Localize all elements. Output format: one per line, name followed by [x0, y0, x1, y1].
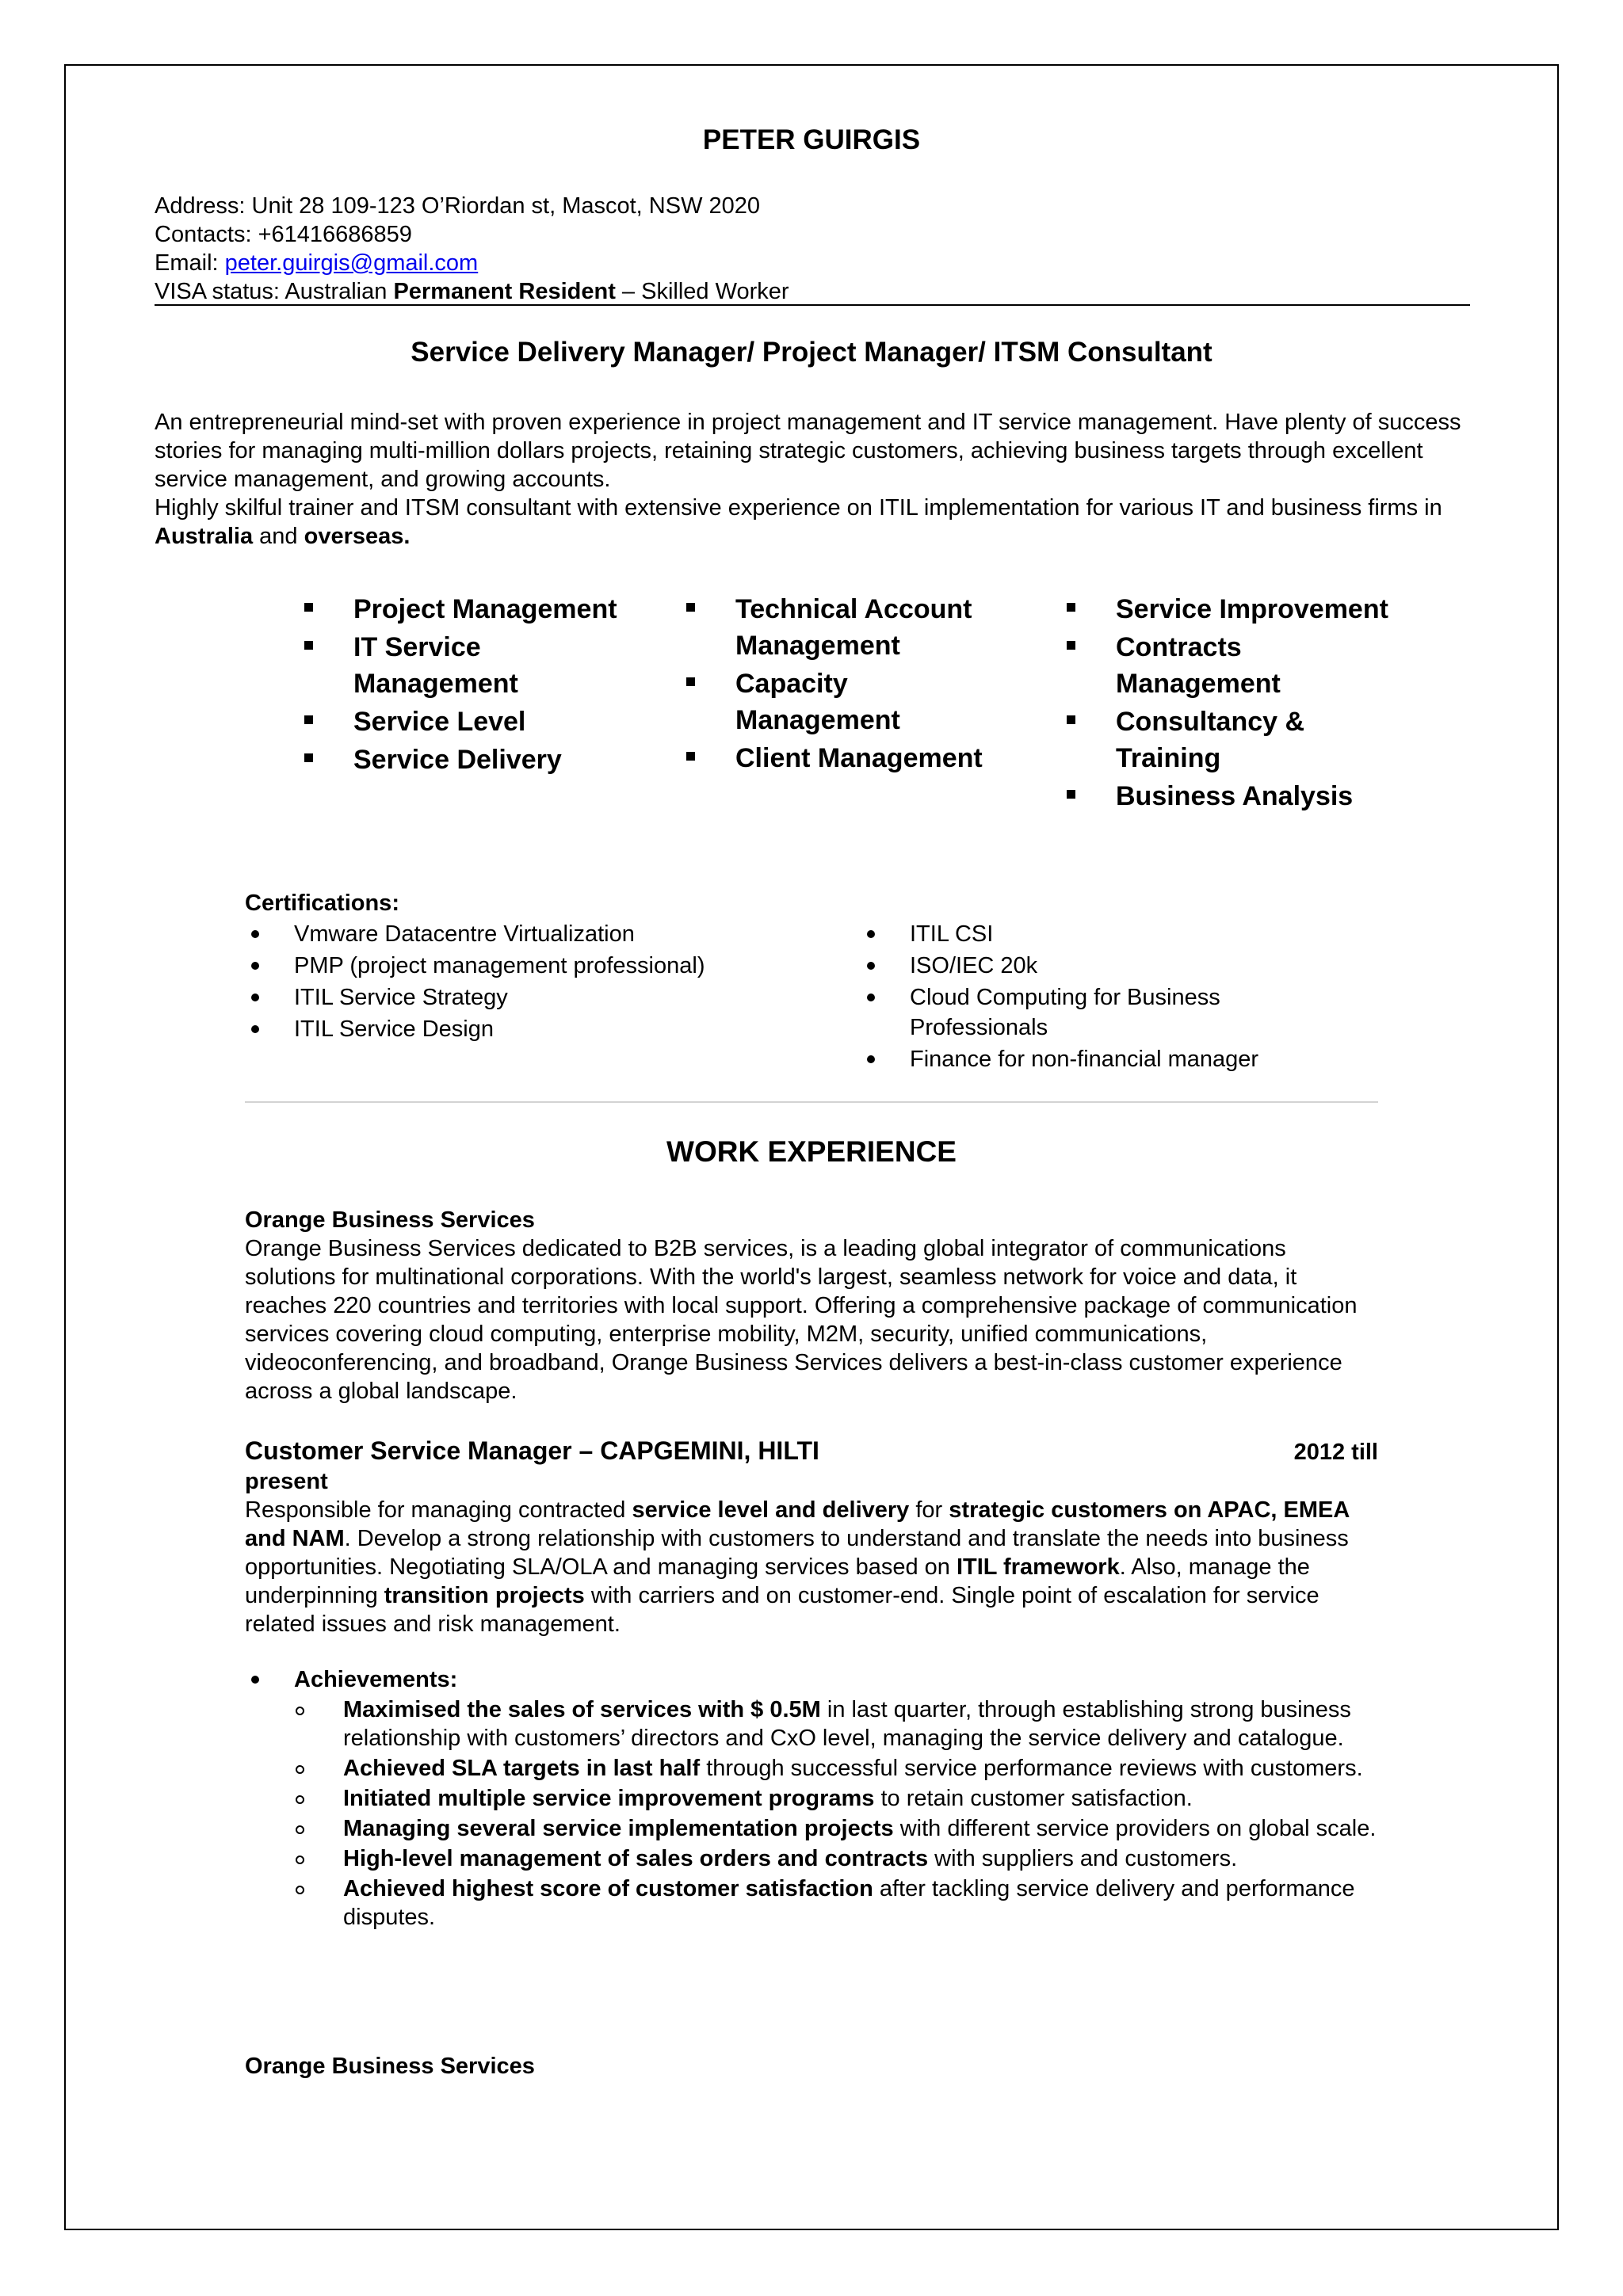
- summary: [155, 408, 1470, 551]
- circle-bullet-icon: [296, 1795, 304, 1804]
- square-bullet-icon: [1067, 603, 1075, 612]
- job-desc-part: for: [909, 1497, 949, 1523]
- skills-column-1: [304, 591, 637, 780]
- achievement-text: in last quarter, through establishing strong business relationship with customers’ directors and CxO level, managing the service delivery and catalogue.: [343, 1697, 1351, 1751]
- bullet-icon: [251, 994, 259, 1001]
- job-desc-part: with carriers and on customer-end. Single point of escalation for service related issues and risk management.: [245, 1583, 1319, 1637]
- bullet-icon: [251, 962, 259, 970]
- skill-label: Client Management: [735, 743, 983, 773]
- certification-label: ISO/IEC 20k: [910, 953, 1038, 978]
- summary-p2-bold-australia: Australia: [155, 524, 254, 549]
- skill-item: [686, 666, 1019, 738]
- skill-label: Project Management: [353, 594, 617, 624]
- skill-item: [686, 591, 1019, 664]
- square-bullet-icon: [686, 752, 695, 761]
- section-divider: [245, 1101, 1378, 1103]
- achievement-item: [294, 1814, 1378, 1843]
- square-bullet-icon: [1067, 715, 1075, 724]
- company-name: Orange Business Services: [245, 1207, 535, 1233]
- bullet-icon: [867, 930, 875, 938]
- bullet-icon: [251, 1025, 259, 1033]
- bullet-icon: [251, 930, 259, 938]
- achievements-list: [294, 1695, 1378, 1933]
- certifications-column-2: [861, 919, 1304, 1076]
- skill-item: [1067, 778, 1400, 814]
- certification-label: ITIL Service Design: [294, 1016, 494, 1042]
- certifications-column-1: [245, 919, 831, 1046]
- visa-rest: – Skilled Worker: [615, 279, 789, 304]
- skill-label: Service Level: [353, 707, 526, 737]
- skill-item: [304, 704, 637, 740]
- company-description: [245, 1234, 1378, 1405]
- bullet-icon: [867, 962, 875, 970]
- address-value: Unit 28 109-123 O’Riordan st, Mascot, NSW 2020: [251, 193, 761, 219]
- visa-status-bold: Permanent Resident: [393, 279, 616, 304]
- achievement-text: after tackling service delivery and performance disputes.: [343, 1876, 1355, 1930]
- job-desc-part: Responsible for managing contracted: [245, 1497, 632, 1523]
- email-line: [155, 249, 1470, 277]
- address-label: Address:: [155, 193, 252, 219]
- certification-label: Vmware Datacentre Virtualization: [294, 921, 635, 947]
- job-desc-bold: ITIL framework: [956, 1554, 1120, 1580]
- skill-label: Service Delivery: [353, 745, 562, 775]
- summary-p2-start: Highly skilful trainer and ITSM consultant with extensive experience on ITIL implementation for various IT and business firms in: [155, 495, 1442, 521]
- certification-label: Cloud Computing for Business Professionals: [910, 985, 1220, 1040]
- contacts-line: [155, 220, 1470, 249]
- achievement-bold: Achieved highest score of customer satisfaction: [343, 1876, 873, 1901]
- job-title: [245, 1436, 1378, 1466]
- job-desc-bold: strategic customers on APAC, EMEA and NAM: [245, 1497, 1350, 1551]
- achievement-bold: Maximised the sales of services with $ 0.5M: [343, 1697, 821, 1722]
- achievement-item: [294, 1754, 1378, 1783]
- visa-label: VISA status: Australian: [155, 279, 394, 304]
- square-bullet-icon: [304, 753, 313, 762]
- bullet-icon: [251, 1676, 259, 1684]
- contacts-label: Contacts:: [155, 222, 258, 247]
- achievements-title: Achievements:: [294, 1667, 458, 1692]
- skill-item: [304, 629, 637, 702]
- email-link[interactable]: peter.guirgis@gmail.com: [224, 250, 479, 276]
- square-bullet-icon: [304, 641, 313, 650]
- company-description-text: Orange Business Services dedicated to B2B services, is a leading global integrator of communications solutions for multinational corporations. With the world's largest, seamless network for voice and data, it reaches 220 countries and territories with local support. Offering a comprehensive package of communication services covering cloud computing, enterprise mobility, M2M, security, unified communications, videoconferencing, and broadband, Orange Business Services delivers a best-in-class customer experience across a global landscape.: [245, 1236, 1358, 1404]
- certification-item: [861, 1044, 1304, 1074]
- certification-item: [245, 982, 831, 1013]
- job-desc-bold: service level and delivery: [632, 1497, 910, 1523]
- job-description-text: [245, 1496, 1378, 1638]
- summary-p2-bold-overseas: overseas.: [304, 524, 411, 549]
- skill-label: Consultancy & Training: [1116, 707, 1305, 773]
- skill-item: [1067, 704, 1400, 776]
- skill-label: Contracts Management: [1116, 632, 1281, 699]
- square-bullet-icon: [686, 677, 695, 686]
- job-desc-part: . Develop a strong relationship with customers to understand and translate the needs into business opportunities. Negotiating SLA/OLA and managing services based on: [245, 1526, 1349, 1580]
- skill-label: IT Service Management: [353, 632, 518, 699]
- square-bullet-icon: [686, 603, 695, 612]
- achievement-item: [294, 1875, 1378, 1932]
- circle-bullet-icon: [296, 1707, 304, 1715]
- company-name-2: Orange Business Services: [245, 2054, 535, 2079]
- skill-item: [304, 742, 637, 778]
- skill-item: [1067, 591, 1400, 627]
- certification-label: Finance for non-financial manager: [910, 1047, 1259, 1072]
- certification-item: [861, 982, 1304, 1043]
- achievement-text: to retain customer satisfaction.: [874, 1786, 1193, 1811]
- circle-bullet-icon: [296, 1855, 304, 1864]
- job-date: 2012 till: [1293, 1440, 1378, 1465]
- certification-item: [245, 951, 831, 981]
- achievement-bold: High-level management of sales orders and contracts: [343, 1846, 929, 1871]
- summary-paragraph-2: [155, 494, 1470, 551]
- candidate-name: PETER GUIRGIS: [702, 124, 921, 155]
- bullet-icon: [867, 1055, 875, 1063]
- skills-column-2: [686, 591, 1019, 778]
- skill-item: [686, 740, 1019, 776]
- achievement-bold: Achieved SLA targets in last half: [343, 1756, 701, 1781]
- contacts-value: +61416686859: [258, 222, 412, 247]
- circle-bullet-icon: [296, 1765, 304, 1774]
- skill-label: Business Analysis: [1116, 781, 1354, 811]
- circle-bullet-icon: [296, 1886, 304, 1894]
- address-line: [155, 192, 1470, 220]
- job-title-text: Customer Service Manager – CAPGEMINI, HILTI: [245, 1436, 819, 1465]
- achievement-text: with different service providers on global scale.: [893, 1816, 1377, 1841]
- achievement-text: through successful service performance reviews with customers.: [700, 1756, 1363, 1781]
- skill-label: Technical Account Management: [735, 594, 972, 661]
- achievement-item: [294, 1784, 1378, 1813]
- skill-item: [304, 591, 637, 627]
- email-label: Email:: [155, 250, 225, 276]
- skill-label: Service Improvement: [1116, 594, 1388, 624]
- square-bullet-icon: [1067, 790, 1075, 799]
- achievement-item: [294, 1695, 1378, 1753]
- achievement-item: [294, 1844, 1378, 1873]
- job-date-continued: present: [245, 1469, 328, 1494]
- skill-item: [1067, 629, 1400, 702]
- certification-label: ITIL CSI: [910, 921, 994, 947]
- square-bullet-icon: [1067, 641, 1075, 650]
- bullet-icon: [867, 994, 875, 1001]
- certification-label: ITIL Service Strategy: [294, 985, 508, 1010]
- job-desc-bold: transition projects: [384, 1583, 585, 1608]
- work-experience-title: WORK EXPERIENCE: [666, 1135, 957, 1168]
- square-bullet-icon: [304, 715, 313, 724]
- certification-item: [861, 919, 1304, 949]
- summary-paragraph-1: An entrepreneurial mind-set with proven experience in project management and IT service management. Have plenty of success stories for managing multi-million dollars projects, retaining strategic customers, achieving business targets through excellent service management, and growing accounts.: [155, 410, 1461, 492]
- certification-item: [245, 1014, 831, 1044]
- certifications-title: Certifications:: [245, 891, 399, 916]
- summary-p2-mid: and: [253, 524, 304, 549]
- visa-line: [155, 277, 1470, 306]
- job-description: [245, 1496, 1378, 1638]
- certification-item: [861, 951, 1304, 981]
- achievement-bold: Initiated multiple service improvement programs: [343, 1786, 875, 1811]
- square-bullet-icon: [304, 603, 313, 612]
- professional-headline: Service Delivery Manager/ Project Manager/ ITSM Consultant: [411, 337, 1212, 368]
- skills-column-3: [1067, 591, 1400, 816]
- certification-item: [245, 919, 831, 949]
- job-desc-part: . Also, manage the underpinning: [245, 1554, 1310, 1608]
- header-divider: [155, 304, 1470, 306]
- achievement-bold: Managing several service implementation projects: [343, 1816, 894, 1841]
- skill-label: Capacity Management: [735, 669, 900, 735]
- achievement-text: with suppliers and customers.: [928, 1846, 1238, 1871]
- certification-label: PMP (project management professional): [294, 953, 705, 978]
- achievements-heading: [245, 1665, 457, 1694]
- circle-bullet-icon: [296, 1825, 304, 1834]
